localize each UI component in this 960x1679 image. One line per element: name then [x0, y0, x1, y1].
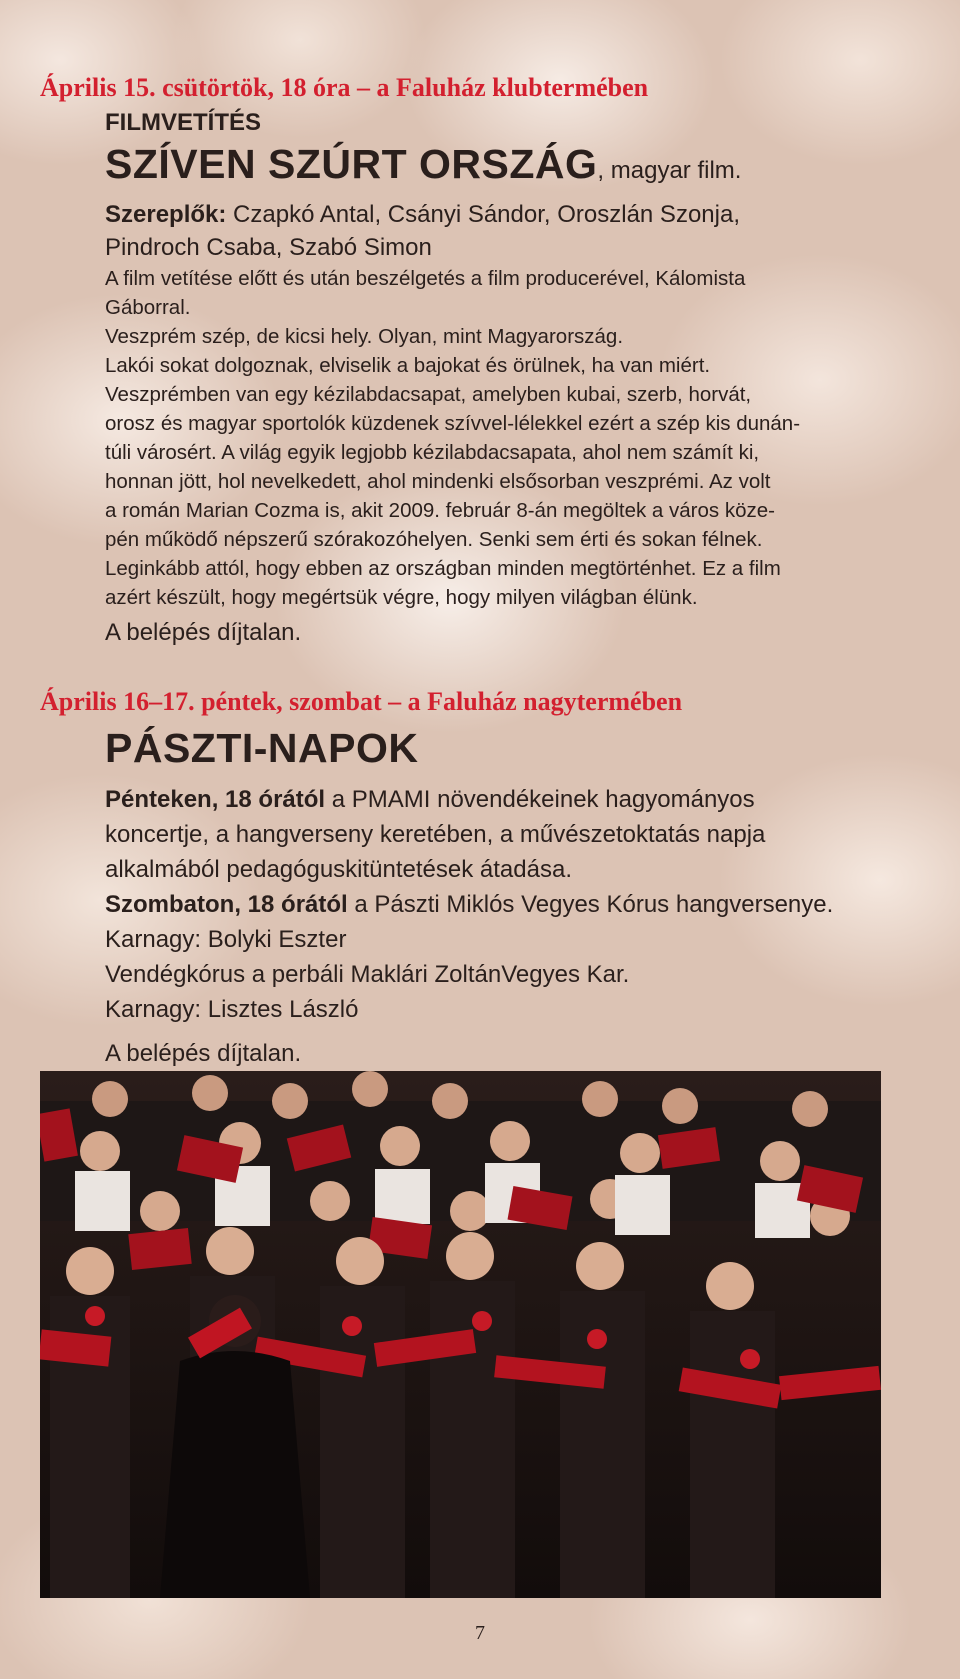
description-line: honnan jött, hol nevelkedett, ahol mindenki elsősorban veszprémi. Az volt	[105, 470, 771, 493]
choir-photo	[40, 1071, 881, 1598]
description-line: orosz és magyar sportolók küzdenek szívvel-lélekkel ezért a szép kis dunán-	[105, 412, 801, 435]
event1-cast-line1: Czapkó Antal, Csányi Sándor, Oroszlán Szonja,	[226, 201, 740, 228]
event1-category: FILMVETÍTÉS	[105, 109, 261, 136]
event2-friday	[105, 782, 905, 887]
event2-friday-label: Pénteken, 18 órától	[105, 786, 326, 813]
event1-cast	[105, 198, 905, 264]
page-number: 7	[475, 1622, 485, 1644]
description-line: Veszprémben van egy kézilabdacsapat, amelyben kubai, szerb, horvát,	[105, 383, 752, 406]
description-line: pén működő népszerű szórakozóhelyen. Senki sem érti és sokan félnek.	[105, 528, 763, 551]
event2-date: Április 16–17. péntek, szombat – a Faluház nagytermében	[40, 687, 683, 716]
event2-friday-line2: koncertje, a hangverseny keretében, a művészetoktatás napja	[105, 821, 766, 848]
event2-admission: A belépés díjtalan.	[105, 1040, 302, 1067]
event2-title-line	[105, 724, 905, 782]
event1-admission: A belépés díjtalan.	[105, 619, 302, 646]
event1-title-line	[105, 140, 905, 198]
event2-conductor1: Karnagy: Bolyki Eszter	[105, 926, 347, 953]
event2-block	[105, 722, 905, 1070]
event2-friday-line1: a PMAMI növendékeinek hagyományos	[325, 786, 755, 813]
event2-friday-line3: alkalmából pedagóguskitüntetések átadása.	[105, 856, 572, 883]
event1-block	[105, 108, 905, 649]
event1-title: SZÍVEN SZÚRT ORSZÁG	[105, 141, 598, 187]
event2-title: PÁSZTI-NAPOK	[105, 725, 419, 771]
description-line: a román Marian Cozma is, akit 2009. február 8-án megöltek a város köze-	[105, 499, 775, 522]
event1-date: Április 15. csütörtök, 18 óra – a Faluház klubtermében	[40, 73, 649, 102]
event2-saturday-text: a Pászti Miklós Vegyes Kórus hangversenye.	[347, 891, 834, 918]
description-line: Leginkább attól, hogy ebben az országban minden megtörténhet. Ez a film	[105, 557, 781, 580]
event2-guest-choir: Vendégkórus a perbáli Maklári ZoltánVegyes Kar.	[105, 961, 630, 988]
event1-description	[105, 264, 905, 612]
description-line: Veszprém szép, de kicsi hely. Olyan, mint Magyarország.	[105, 325, 624, 348]
description-line: Lakói sokat dolgoznak, elviselik a bajokat és örülnek, ha van miért.	[105, 354, 711, 377]
choir-photo-illustration	[40, 1071, 881, 1598]
description-line: túli városért. A világ egyik legjobb kézilabdacsapata, ahol nem számít ki,	[105, 441, 760, 464]
event2-conductor2: Karnagy: Lisztes László	[105, 996, 359, 1023]
description-line: A film vetítése előtt és után beszélgetés a film producerével, Kálomista	[105, 267, 746, 290]
event1-cast-line2: Pindroch Csaba, Szabó Simon	[105, 234, 432, 261]
event2-saturday	[105, 887, 905, 922]
description-line: azért készült, hogy megértsük végre, hogy milyen világban élünk.	[105, 586, 698, 609]
description-line: Gáborral.	[105, 296, 191, 319]
event2-saturday-label: Szombaton, 18 órától	[105, 891, 348, 918]
event1-title-suffix: , magyar film.	[597, 157, 742, 184]
event1-cast-label: Szereplők:	[105, 201, 227, 228]
